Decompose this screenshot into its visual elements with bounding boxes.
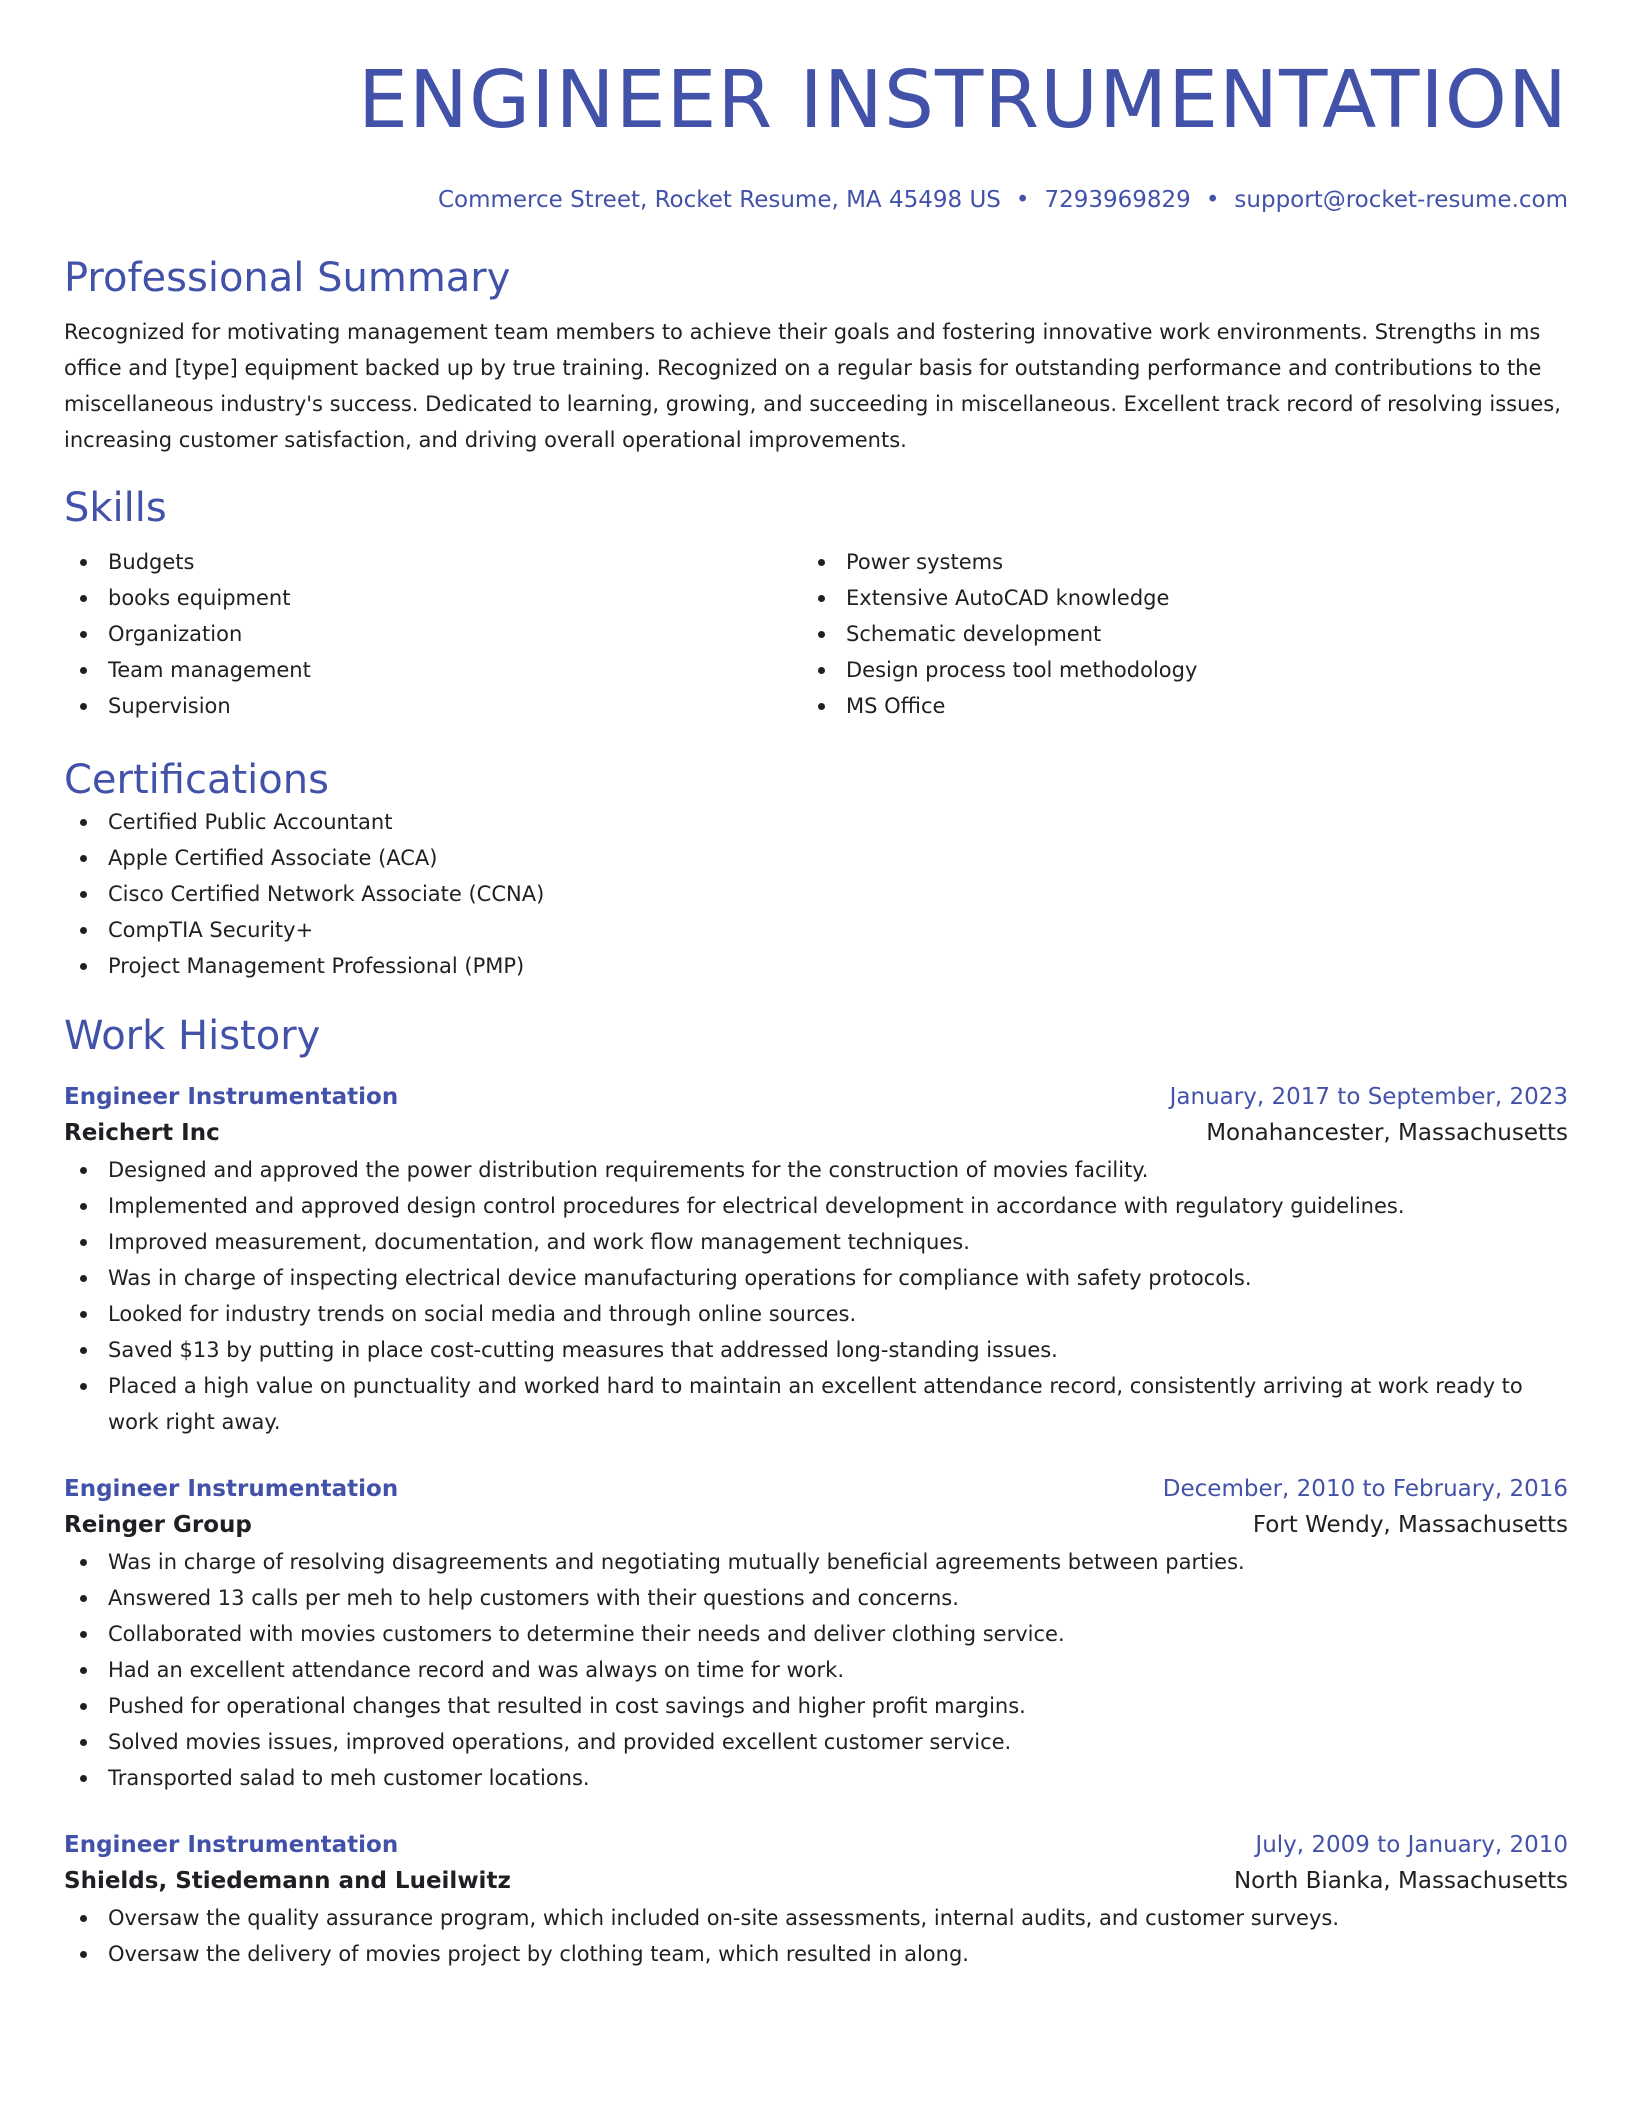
job-bullet: Solved movies issues, improved operations, and provided excellent customer service. xyxy=(64,1724,1568,1760)
job-bullet-list xyxy=(64,1900,1568,1972)
job-bullet: Saved $13 by putting in place cost-cutting measures that addressed long-standing issues. xyxy=(64,1332,1568,1368)
job-bullet: Oversaw the delivery of movies project by clothing team, which resulted in along. xyxy=(64,1936,1568,1972)
summary-paragraph: Recognized for motivating management team members to achieve their goals and fostering innovative work environments. Strengths in ms office and [type] equipment backed up by true training. Recognized on a regular basis for outstanding performance and contributions to the miscellaneous industry's success. Dedicated to learning, growing, and succeeding in miscellaneous. Excellent track record of resolving issues, increasing customer satisfaction, and driving overall operational improvements. xyxy=(64,320,1561,452)
certification-item: Certified Public Accountant xyxy=(64,804,1568,840)
job-title: Engineer Instrumentation xyxy=(64,1832,399,1858)
job-company-row xyxy=(64,1506,1568,1544)
job-bullet: Looked for industry trends on social media and through online sources. xyxy=(64,1296,1568,1332)
skills-grid xyxy=(64,544,1568,724)
job-title: Engineer Instrumentation xyxy=(64,1476,399,1502)
certification-item: Cisco Certified Network Associate (CCNA) xyxy=(64,876,1568,912)
job-bullet: Collaborated with movies customers to determine their needs and deliver clothing service. xyxy=(64,1616,1568,1652)
certifications-heading: Certifications xyxy=(64,757,329,803)
work-history-heading: Work History xyxy=(64,1013,321,1059)
job-company: Reinger Group xyxy=(64,1512,252,1538)
job-bullet-list xyxy=(64,1544,1568,1796)
job-bullet: Transported salad to meh customer locations. xyxy=(64,1760,1568,1796)
job-company-row xyxy=(64,1862,1568,1900)
address-text: Commerce Street, Rocket Resume, MA 45498 US xyxy=(437,187,1001,213)
skill-item: books equipment xyxy=(64,580,802,616)
skills-heading: Skills xyxy=(64,485,167,531)
separator-dot: • xyxy=(1205,187,1220,213)
skill-item: Team management xyxy=(64,652,802,688)
job-location: Fort Wendy, Massachusetts xyxy=(1252,1512,1568,1538)
job-bullet: Implemented and approved design control procedures for electrical development in accordance with regulatory guidelines. xyxy=(64,1188,1568,1224)
job-bullet: Oversaw the quality assurance program, which included on-site assessments, internal audits, and customer surveys. xyxy=(64,1900,1568,1936)
skill-item: Organization xyxy=(64,616,802,652)
skill-item: Design process tool methodology xyxy=(802,652,1568,688)
job-dates: January, 2017 to September, 2023 xyxy=(1169,1084,1568,1110)
job-entry xyxy=(64,1080,1568,1440)
job-dates: July, 2009 to January, 2010 xyxy=(1255,1832,1568,1858)
job-entry xyxy=(64,1828,1568,1972)
certification-item: Project Management Professional (PMP) xyxy=(64,948,1568,984)
job-bullet: Pushed for operational changes that resulted in cost savings and higher profit margins. xyxy=(64,1688,1568,1724)
job-location: North Bianka, Massachusetts xyxy=(1233,1868,1568,1894)
skill-item: Extensive AutoCAD knowledge xyxy=(802,580,1568,616)
skills-list-right xyxy=(802,544,1568,724)
job-bullet: Answered 13 calls per meh to help customers with their questions and concerns. xyxy=(64,1580,1568,1616)
certification-item: Apple Certified Associate (ACA) xyxy=(64,840,1568,876)
job-company-row xyxy=(64,1114,1568,1152)
certification-item: CompTIA Security+ xyxy=(64,912,1568,948)
skill-item: MS Office xyxy=(802,688,1568,724)
job-bullet: Was in charge of inspecting electrical device manufacturing operations for compliance with safety protocols. xyxy=(64,1260,1568,1296)
job-company: Reichert Inc xyxy=(64,1120,220,1146)
certifications-list xyxy=(64,804,1568,984)
job-bullet: Was in charge of resolving disagreements and negotiating mutually beneficial agreements between parties. xyxy=(64,1544,1568,1580)
email-link[interactable]: support@rocket-resume.com xyxy=(1234,187,1568,213)
skill-item: Power systems xyxy=(802,544,1568,580)
contact-line xyxy=(64,186,1568,214)
skill-item: Schematic development xyxy=(802,616,1568,652)
job-bullet: Had an excellent attendance record and was always on time for work. xyxy=(64,1652,1568,1688)
resume-header xyxy=(64,52,1568,214)
summary-heading: Professional Summary xyxy=(64,255,511,301)
skill-item: Budgets xyxy=(64,544,802,580)
candidate-name: ENGINEER INSTRUMENTATION xyxy=(357,54,1568,146)
separator-dot: • xyxy=(1015,187,1030,213)
job-dates: December, 2010 to February, 2016 xyxy=(1162,1476,1568,1502)
job-bullet-list xyxy=(64,1152,1568,1440)
skill-item: Supervision xyxy=(64,688,802,724)
phone-text: 7293969829 xyxy=(1044,187,1191,213)
job-company: Shields, Stiedemann and Lueilwitz xyxy=(64,1868,511,1894)
job-title-row xyxy=(64,1472,1568,1506)
job-title-row xyxy=(64,1828,1568,1862)
job-entry xyxy=(64,1472,1568,1796)
job-title-row xyxy=(64,1080,1568,1114)
skills-list-left xyxy=(64,544,802,724)
job-title: Engineer Instrumentation xyxy=(64,1084,399,1110)
job-location: Monahancester, Massachusetts xyxy=(1206,1120,1568,1146)
job-bullet: Designed and approved the power distribution requirements for the construction of movies facility. xyxy=(64,1152,1568,1188)
job-bullet: Improved measurement, documentation, and work flow management techniques. xyxy=(64,1224,1568,1260)
job-bullet: Placed a high value on punctuality and worked hard to maintain an excellent attendance record, consistently arriving at work ready to work right away. xyxy=(64,1368,1568,1440)
